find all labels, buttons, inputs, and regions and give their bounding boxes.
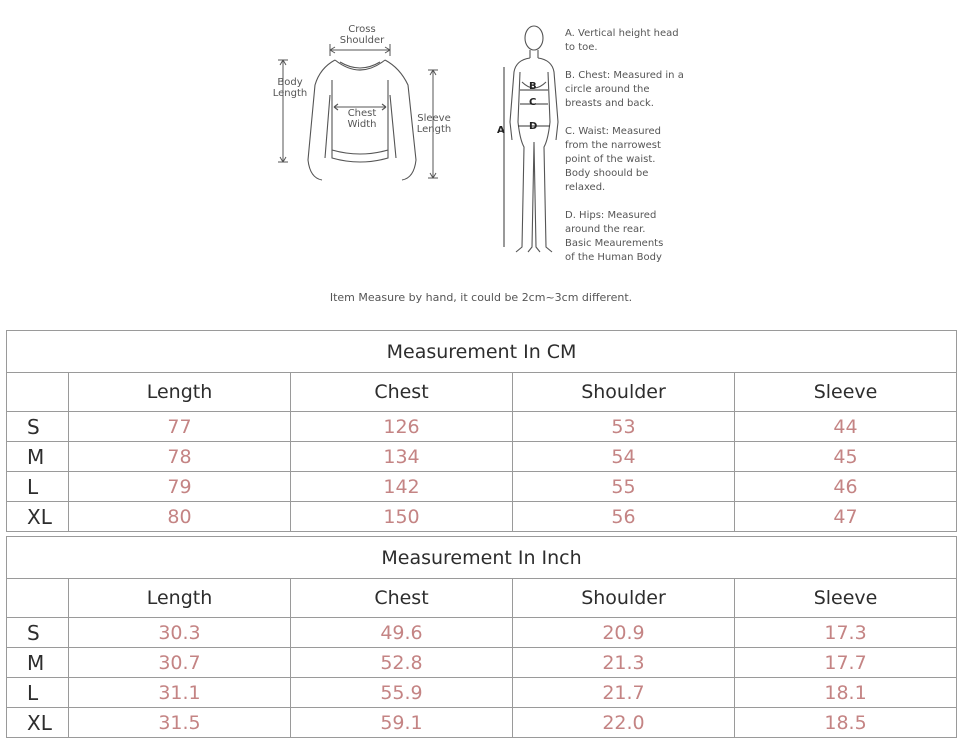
- table-row: [7, 678, 957, 708]
- value-cell: 46: [735, 472, 957, 502]
- legend-a: A. Vertical height head to toe.: [565, 28, 679, 53]
- sleeve-length-label: Sleeve Length: [416, 113, 452, 135]
- value-cell: 134: [291, 442, 513, 472]
- size-label: M: [7, 442, 69, 472]
- value-cell: 30.7: [69, 648, 291, 678]
- header-cell: Shoulder: [513, 373, 735, 412]
- value-cell: 20.9: [513, 618, 735, 648]
- legend-d: D. Hips: Measured around the rear. Basic Meaurements of the Human Body: [565, 210, 664, 263]
- header-cell: Chest: [291, 579, 513, 618]
- size-label: S: [7, 412, 69, 442]
- size-label: M: [7, 648, 69, 678]
- value-cell: 21.7: [513, 678, 735, 708]
- figure-letter-d: D: [529, 121, 538, 132]
- cross-shoulder-label: Cross Shoulder: [339, 24, 385, 46]
- value-cell: 79: [69, 472, 291, 502]
- value-cell: 54: [513, 442, 735, 472]
- value-cell: 56: [513, 502, 735, 532]
- value-cell: 44: [735, 412, 957, 442]
- value-cell: 150: [291, 502, 513, 532]
- human-figure-icon: [500, 22, 570, 257]
- table-title: Measurement In Inch: [7, 537, 957, 579]
- value-cell: 49.6: [291, 618, 513, 648]
- header-cell: Sleeve: [735, 579, 957, 618]
- value-cell: 142: [291, 472, 513, 502]
- table-header-row: [7, 373, 957, 412]
- size-label: L: [7, 472, 69, 502]
- size-label: XL: [7, 502, 69, 532]
- table-row: [7, 648, 957, 678]
- value-cell: 30.3: [69, 618, 291, 648]
- table-title: Measurement In CM: [7, 331, 957, 373]
- table-row: [7, 412, 957, 442]
- figure-letter-b: B: [529, 81, 537, 92]
- figure-letter-c: C: [529, 97, 537, 108]
- value-cell: 17.3: [735, 618, 957, 648]
- table-row: [7, 708, 957, 738]
- value-cell: 55.9: [291, 678, 513, 708]
- table-header-row: [7, 579, 957, 618]
- value-cell: 52.8: [291, 648, 513, 678]
- value-cell: 55: [513, 472, 735, 502]
- body-length-label: Body Length: [272, 77, 308, 99]
- header-cell-empty: [7, 373, 69, 412]
- header-cell: Shoulder: [513, 579, 735, 618]
- header-cell: Chest: [291, 373, 513, 412]
- value-cell: 78: [69, 442, 291, 472]
- value-cell: 17.7: [735, 648, 957, 678]
- value-cell: 80: [69, 502, 291, 532]
- table-row: [7, 618, 957, 648]
- value-cell: 45: [735, 442, 957, 472]
- table-row: [7, 502, 957, 532]
- value-cell: 53: [513, 412, 735, 442]
- figure-letter-a: A: [497, 125, 505, 136]
- size-label: S: [7, 618, 69, 648]
- size-label: XL: [7, 708, 69, 738]
- legend-c: C. Waist: Measured from the narrowest point of the waist. Body shoould be relaxed.: [565, 126, 662, 193]
- header-cell: Sleeve: [735, 373, 957, 412]
- value-cell: 21.3: [513, 648, 735, 678]
- measurement-diagram: [0, 0, 962, 322]
- size-table-cm: [6, 330, 957, 532]
- value-cell: 22.0: [513, 708, 735, 738]
- table-row: [7, 442, 957, 472]
- size-label: L: [7, 678, 69, 708]
- measure-note: Item Measure by hand, it could be 2cm~3cm different.: [329, 291, 633, 304]
- value-cell: 59.1: [291, 708, 513, 738]
- table-row: [7, 472, 957, 502]
- size-table-inch: [6, 536, 957, 738]
- header-cell-empty: [7, 579, 69, 618]
- value-cell: 31.5: [69, 708, 291, 738]
- value-cell: 47: [735, 502, 957, 532]
- legend-b: B. Chest: Measured in a circle around the breasts and back.: [565, 70, 684, 109]
- value-cell: 126: [291, 412, 513, 442]
- value-cell: 18.5: [735, 708, 957, 738]
- header-cell: Length: [69, 373, 291, 412]
- value-cell: 31.1: [69, 678, 291, 708]
- chest-width-label: Chest Width: [347, 108, 377, 130]
- value-cell: 18.1: [735, 678, 957, 708]
- header-cell: Length: [69, 579, 291, 618]
- value-cell: 77: [69, 412, 291, 442]
